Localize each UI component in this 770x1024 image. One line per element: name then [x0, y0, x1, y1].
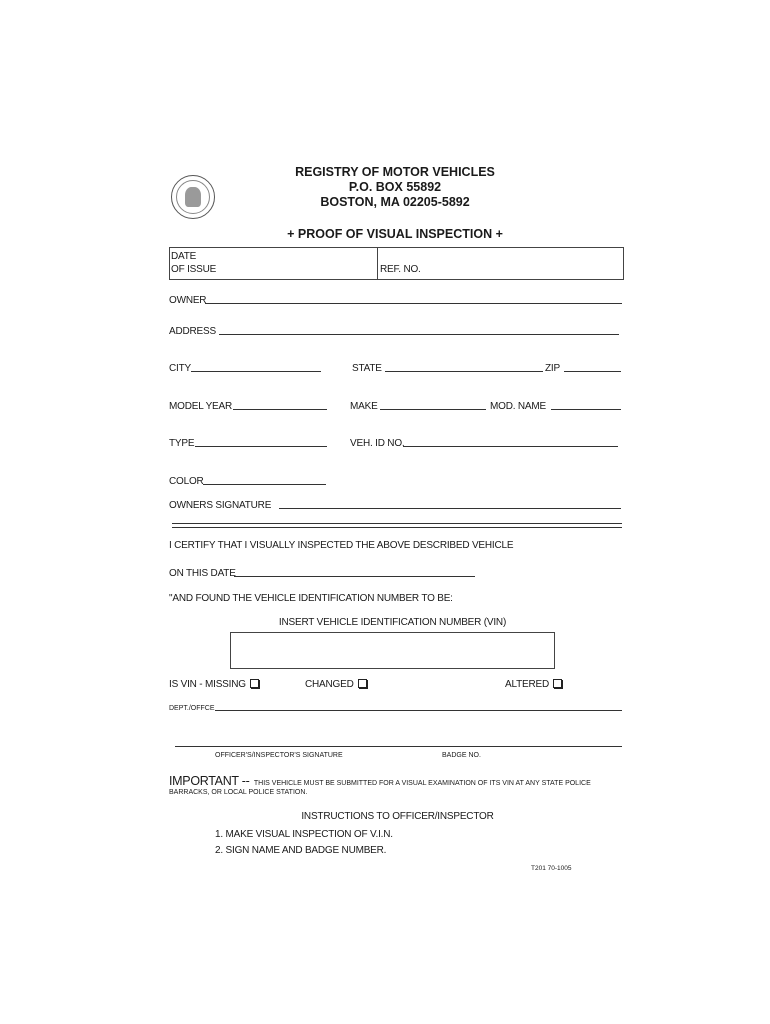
type-label: TYPE — [169, 438, 195, 449]
header-line3: BOSTON, MA 02205-5892 — [320, 195, 470, 209]
badge-label: BADGE NO. — [442, 752, 481, 759]
important-text-1: THIS VEHICLE MUST BE SUBMITTED FOR A VISUAL EXAMINATION OF ITS VIN AT ANY STATE POLICE — [253, 780, 591, 787]
address-label: ADDRESS — [169, 326, 216, 337]
model-year-field[interactable] — [233, 409, 327, 410]
date-label-2: OF ISSUE — [171, 264, 217, 275]
owners-signature-field[interactable] — [279, 508, 621, 509]
state-label: STATE — [352, 363, 382, 374]
dept-field[interactable] — [215, 710, 622, 711]
address-field[interactable] — [219, 334, 619, 335]
make-label: MAKE — [350, 401, 378, 412]
state-seal-icon — [171, 175, 215, 219]
zip-field[interactable] — [564, 371, 621, 372]
zip-label: ZIP — [545, 363, 560, 374]
found-vin-statement: "AND FOUND THE VEHICLE IDENTIFICATION NUMBER TO BE: — [169, 593, 453, 604]
make-field[interactable] — [380, 409, 486, 410]
vin-missing-label: IS VIN - MISSING — [169, 679, 246, 690]
issue-box — [169, 247, 624, 280]
separator-top — [172, 523, 622, 524]
important-text-2: BARRACKS, OR LOCAL POLICE STATION. — [169, 789, 308, 796]
vin-altered-checkbox[interactable] — [553, 679, 562, 688]
vin-missing-option[interactable] — [169, 679, 259, 691]
city-field[interactable] — [191, 371, 321, 372]
officer-signature-label: OFFICER'S/INSPECTOR'S SIGNATURE — [215, 752, 343, 759]
vin-changed-checkbox[interactable] — [358, 679, 367, 688]
separator-bottom — [172, 527, 622, 528]
vin-changed-option[interactable] — [305, 679, 367, 691]
form-title: + PROOF OF VISUAL INSPECTION + — [287, 227, 503, 241]
owner-field[interactable] — [205, 303, 622, 304]
agency-header — [250, 165, 540, 210]
header-line2: P.O. BOX 55892 — [348, 180, 442, 194]
vin-altered-label: ALTERED — [505, 679, 549, 690]
instruction-item-2: 2. SIGN NAME AND BADGE NUMBER. — [215, 845, 387, 856]
certify-statement: I CERTIFY THAT I VISUALLY INSPECTED THE ABOVE DESCRIBED VEHICLE — [169, 540, 514, 551]
type-field[interactable] — [195, 446, 327, 447]
mod-name-field[interactable] — [551, 409, 621, 410]
city-label: CITY — [169, 363, 191, 374]
veh-id-field[interactable] — [403, 446, 618, 447]
officer-signature-field[interactable] — [175, 746, 622, 747]
color-field[interactable] — [203, 484, 326, 485]
dept-label: DEPT./OFFCE — [169, 705, 215, 712]
inspection-date-field[interactable] — [234, 576, 475, 577]
vin-altered-option[interactable] — [505, 679, 562, 691]
mod-name-label: MOD. NAME — [490, 401, 546, 412]
form-number: T201 70-1005 — [531, 865, 572, 872]
vin-input-box[interactable] — [230, 632, 555, 669]
important-word: IMPORTANT -- — [169, 774, 250, 788]
ref-label: REF. NO. — [380, 264, 421, 275]
vin-missing-checkbox[interactable] — [250, 679, 259, 688]
color-label: COLOR — [169, 476, 204, 487]
date-label-1: DATE — [171, 251, 197, 262]
veh-id-label: VEH. ID NO. — [350, 438, 405, 449]
header-line1: REGISTRY OF MOTOR VEHICLES — [295, 165, 495, 179]
instructions-title: INSTRUCTIONS TO OFFICER/INSPECTOR — [301, 811, 494, 822]
owners-signature-label: OWNERS SIGNATURE — [169, 500, 272, 511]
owner-label: OWNER — [169, 295, 207, 306]
vin-label: INSERT VEHICLE IDENTIFICATION NUMBER (VIN) — [278, 617, 507, 628]
on-date-label: ON THIS DATE — [169, 568, 236, 579]
state-field[interactable] — [385, 371, 543, 372]
vin-changed-label: CHANGED — [305, 679, 354, 690]
issue-box-divider — [377, 248, 378, 279]
model-year-label: MODEL YEAR — [169, 401, 233, 412]
instruction-item-1: 1. MAKE VISUAL INSPECTION OF V.I.N. — [215, 829, 393, 840]
